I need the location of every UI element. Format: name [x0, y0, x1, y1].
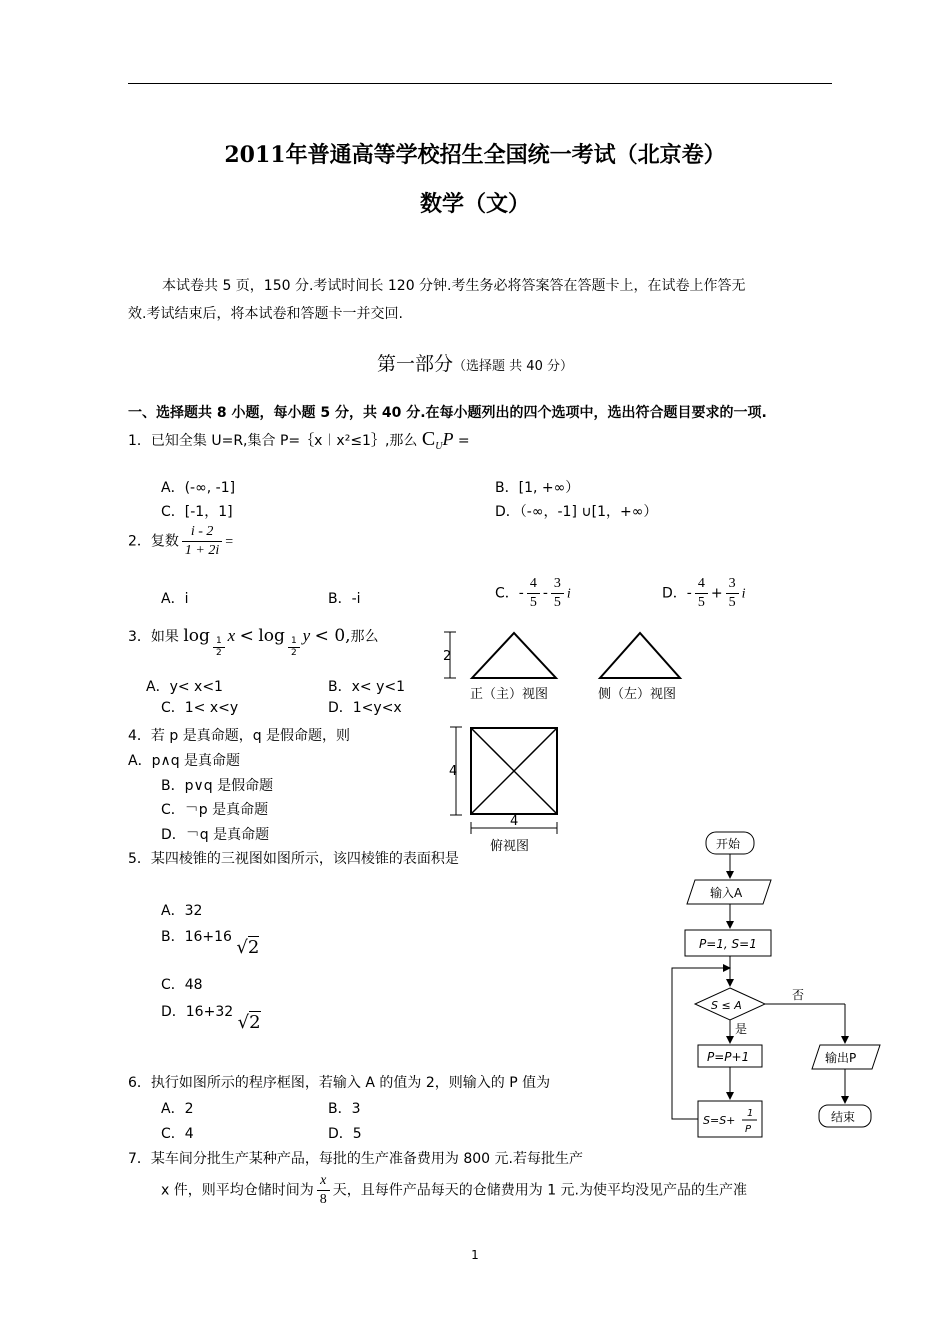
flow-end-label: 结束	[831, 1110, 856, 1124]
flow-start-label: 开始	[716, 837, 741, 851]
q3-lt0: < 0,	[314, 626, 351, 646]
flow-update-num: 1	[747, 1108, 754, 1119]
q3-log2: log	[258, 626, 285, 646]
front-view-triangle	[472, 633, 556, 678]
q2-option-b[interactable]: B．-i	[328, 591, 361, 607]
q3-base1-num: 1	[213, 636, 225, 648]
q2-fraction	[182, 523, 222, 560]
q2-d-frac2-den: 5	[728, 595, 736, 610]
q4-stem: 4．若 p 是真命题，q 是假命题，则	[128, 728, 351, 744]
q5-d-sqrt	[238, 1012, 261, 1033]
q3-log1: log	[183, 626, 210, 646]
q2-c-frac2	[551, 575, 564, 612]
flow-input-label: 输入A	[710, 886, 743, 900]
q3-base2	[288, 636, 300, 659]
q2-stem: 2．复数	[128, 533, 179, 550]
q2-option-a[interactable]: A．i	[161, 591, 189, 607]
height-dim-label: 2	[443, 649, 452, 664]
q5-d-sqrt-sign: √	[237, 1012, 250, 1033]
q3-option-d[interactable]: D．1<y<x	[328, 700, 402, 716]
q6-option-a[interactable]: A．2	[161, 1101, 194, 1117]
q2-c-frac1	[527, 575, 540, 612]
q1-complement: C	[421, 428, 436, 450]
q5-option-a[interactable]: A．32	[161, 903, 203, 919]
q1-option-d[interactable]: D．（-∞，-1] ∪[1，+∞）	[495, 504, 658, 520]
q4-option-d[interactable]: D．￢q 是真命题	[161, 827, 270, 843]
exam-title: 2011年普通高等学校招生全国统一考试（北京卷）	[224, 142, 726, 168]
q4-option-a[interactable]: A．p∧q 是真命题	[128, 753, 241, 769]
flow-increment-label: P=P+1	[707, 1050, 750, 1064]
q5-d-sqrt-arg: 2	[249, 1012, 261, 1033]
q6-option-b[interactable]: B．3	[328, 1101, 361, 1117]
q2-d-frac1-num: 4	[695, 575, 708, 594]
q2-c-frac2-den: 5	[553, 595, 561, 610]
q1-u: U	[435, 440, 443, 452]
q3-base2-den: 2	[290, 648, 297, 658]
side-dim-label: 4	[449, 764, 458, 779]
q5-b-text: B．16+16	[161, 929, 232, 945]
q2-c-minus: -	[542, 585, 548, 602]
q5-b-sqrt-arg: 2	[247, 937, 260, 958]
q5-stem: 5．某四棱锥的三视图如图所示，该四棱锥的表面积是	[128, 851, 459, 867]
three-view-figure	[440, 625, 700, 860]
q2-option-d[interactable]	[662, 575, 745, 612]
q7-line-1: 7．某车间分批生产某种产品，每批的生产准备费用为 800 元.若每批生产	[128, 1151, 583, 1167]
flow-update-den: P	[745, 1124, 752, 1135]
part1-heading	[0, 349, 950, 376]
header-rule	[128, 83, 832, 84]
part1-title: 第一部分	[377, 353, 454, 375]
flowchart	[665, 828, 890, 1153]
flow-yes-label: 是	[735, 1022, 748, 1036]
q1-option-b[interactable]: B．[1, +∞）	[495, 480, 580, 496]
q6-option-c[interactable]: C．4	[161, 1126, 194, 1142]
width-dim-label: 4	[510, 814, 519, 829]
intro-line-1: 本试卷共 5 页，150 分.考试时间长 120 分钟.考生务必将答案答在答题卡上，在试卷上作答无	[162, 278, 746, 294]
q7-line2-a: x 件，则平均仓储时间为	[161, 1182, 314, 1199]
q1-stem: 1．已知全集 U=R,集合 P=｛x︱x²≤1｝,那么	[128, 433, 418, 449]
q5-option-c[interactable]: C．48	[161, 977, 203, 993]
q7-line-2	[161, 1172, 747, 1209]
q4-option-c[interactable]: C．￢p 是真命题	[161, 802, 269, 818]
q6-option-d[interactable]: D．5	[328, 1126, 362, 1142]
q3-option-a[interactable]: A．y< x<1	[146, 679, 223, 695]
q5-option-d[interactable]	[161, 1000, 261, 1033]
flow-loop-back	[672, 968, 730, 1119]
q3-base1-den: 2	[215, 648, 222, 658]
q7-line2-b: 天，且每件产品每天的仓储费用为 1 元.为使平均没见产品的生产准	[332, 1182, 748, 1199]
q2-denominator: 1 + 2i	[184, 543, 220, 558]
q3-lt: <	[239, 626, 254, 646]
flow-init-label: P=1, S=1	[699, 937, 757, 951]
q5-option-b[interactable]	[161, 925, 260, 958]
q3-stem: 3．如果	[128, 629, 179, 645]
flow-condition-label: S ≤ A	[711, 999, 742, 1012]
intro-line-2: 效.考试结束后，将本试卷和答题卡一并交回.	[128, 306, 403, 322]
side-view-triangle	[600, 633, 680, 678]
front-view-label: 正（主）视图	[470, 687, 549, 702]
q2-option-c[interactable]	[495, 575, 571, 612]
q1-option-a[interactable]: A．(-∞, -1]	[161, 480, 236, 496]
q5-b-sqrt	[236, 937, 259, 958]
q3-stem-line	[128, 626, 379, 670]
q3-base2-num: 1	[288, 636, 300, 648]
q2-d-frac1	[695, 575, 708, 612]
q1-p: P	[442, 429, 454, 449]
q3-y: y	[302, 626, 311, 645]
top-view-label: 俯视图	[490, 839, 530, 854]
q2-c-frac2-num: 3	[551, 575, 564, 594]
q2-d-plus: +	[710, 585, 723, 602]
q2-d-i: i	[741, 586, 746, 602]
q2-c-frac1-num: 4	[527, 575, 540, 594]
q1-eq: =	[457, 433, 470, 449]
q2-c-frac1-den: 5	[529, 595, 537, 610]
q2-d-frac2-num: 3	[726, 575, 739, 594]
q2-d-frac1-den: 5	[697, 595, 705, 610]
page-number: 1	[471, 1248, 479, 1262]
q6-stem: 6．执行如图所示的程序框图，若输入 A 的值为 2，则输入的 P 值为	[128, 1075, 551, 1091]
q7-frac-den: 8	[319, 1192, 327, 1207]
q2-c-i: i	[566, 586, 571, 602]
q3-option-c[interactable]: C．1< x<y	[161, 700, 239, 716]
flow-update-left: S=S+	[703, 1114, 736, 1127]
q4-option-b[interactable]: B．p∨q 是假命题	[161, 778, 274, 794]
q3-x: x	[227, 626, 236, 645]
q3-option-b[interactable]: B．x< y<1	[328, 679, 405, 695]
exam-subtitle: 数学（文）	[419, 191, 530, 217]
side-view-label: 侧（左）视图	[598, 687, 677, 702]
q7-frac-num: x	[317, 1172, 330, 1191]
q1-stem-line	[128, 428, 470, 452]
q5-d-text: D．16+32	[161, 1004, 234, 1020]
q2-d-label: D．-	[662, 585, 692, 602]
q3-then: 那么	[350, 629, 379, 645]
q1-option-c[interactable]: C．[-1，1]	[161, 504, 233, 520]
q7-fraction	[317, 1172, 330, 1209]
q5-b-sqrt-sign: √	[236, 937, 248, 958]
q2-eq: =	[225, 534, 234, 550]
section1-heading: 一、选择题共 8 小题，每小题 5 分，共 40 分.在每小题列出的四个选项中，选出符合题目要求的一项.	[128, 405, 767, 421]
q2-c-label: C．-	[495, 585, 524, 602]
q2-d-frac2	[726, 575, 739, 612]
flow-output-label: 输出P	[825, 1051, 857, 1065]
part1-note: （选择题 共 40 分）	[453, 359, 573, 374]
flow-no-label: 否	[792, 988, 805, 1002]
q2-stem-line	[128, 523, 233, 560]
q3-base1	[213, 636, 225, 659]
q2-numerator: i - 2	[182, 523, 222, 542]
